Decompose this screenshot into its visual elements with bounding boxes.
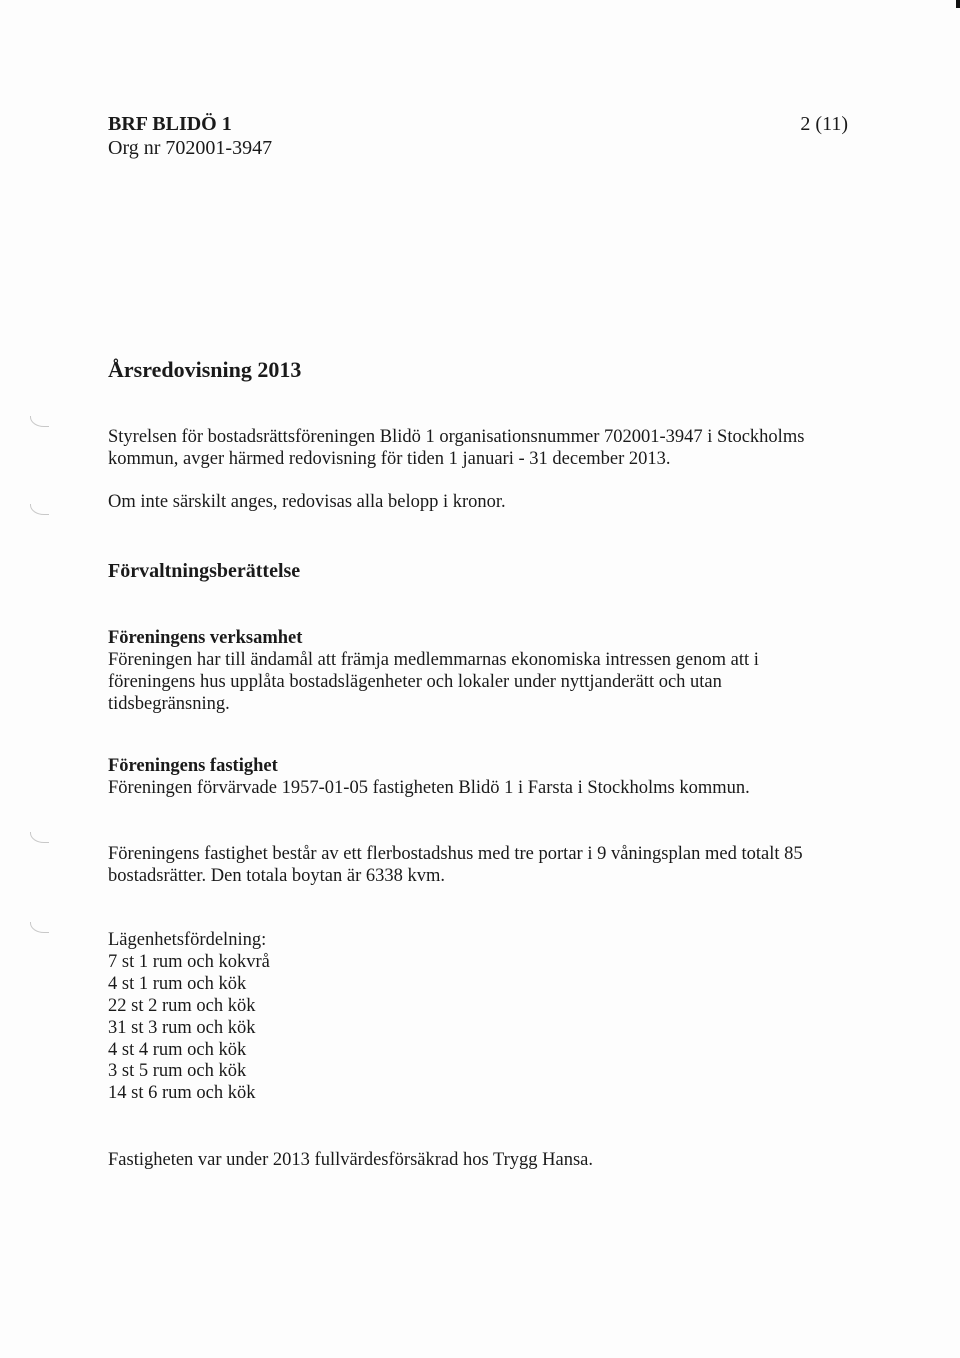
list-item: 4 st 1 rum och kök: [108, 973, 247, 994]
verksamhet-line: Föreningen har till ändamål att främja medlemmarnas ekonomiska intressen genom att i: [108, 650, 759, 670]
fastighet-line: bostadsrätter. Den totala boytan är 6338 kvm.: [108, 866, 446, 886]
binder-hole-mark: [30, 504, 49, 515]
verksamhet-line: föreningens hus upplåta bostadslägenheter och lokaler under nyttjanderätt och utan: [108, 672, 722, 692]
verksamhet-section: [108, 627, 848, 715]
apartment-distribution: [108, 930, 270, 1105]
organization-name: BRF BLIDÖ 1: [108, 113, 232, 135]
binder-hole-mark: [30, 416, 49, 427]
amounts-note: Om inte särskilt anges, redovisas alla belopp i kronor.: [108, 492, 506, 512]
fastighet-line: Föreningens fastighet består av ett flerbostadshus med tre portar i 9 våningsplan med totalt 85: [108, 844, 803, 864]
insurance-statement: Fastigheten var under 2013 fullvärdesförsäkrad hos Trygg Hansa.: [108, 1150, 594, 1170]
intro-line: kommun, avger härmed redovisning för tiden 1 januari - 31 december 2013.: [108, 449, 671, 469]
section-title: Förvaltningsberättelse: [108, 560, 301, 582]
page-number: 2 (11): [800, 113, 848, 135]
list-item: 3 st 5 rum och kök: [108, 1061, 247, 1082]
intro-paragraph: [108, 426, 848, 470]
verksamhet-heading: Föreningens verksamhet: [108, 628, 303, 648]
list-item: 7 st 1 rum och kokvrå: [108, 951, 270, 972]
fastighet-description: [108, 843, 848, 887]
fastighet-heading: Föreningens fastighet: [108, 756, 278, 776]
verksamhet-line: tidsbegränsning.: [108, 694, 230, 714]
document-title: Årsredovisning 2013: [108, 357, 302, 382]
scan-corner-mark: [956, 0, 960, 8]
list-item: 22 st 2 rum och kök: [108, 995, 256, 1016]
binder-hole-mark: [30, 922, 49, 933]
fastighet-line: Föreningen förvärvade 1957-01-05 fastigheten Blidö 1 i Farsta i Stockholms kommun.: [108, 778, 750, 798]
header-organization: [108, 112, 272, 160]
binder-hole-mark: [30, 832, 49, 843]
distribution-heading: Lägenhetsfördelning:: [108, 930, 267, 950]
list-item: 14 st 6 rum och kök: [108, 1083, 256, 1104]
fastighet-section: [108, 755, 848, 799]
organization-number: Org nr 702001-3947: [108, 137, 273, 159]
intro-line: Styrelsen för bostadsrättsföreningen Blidö 1 organisationsnummer 702001-3947 i Stockholms: [108, 427, 805, 447]
list-item: 4 st 4 rum och kök: [108, 1039, 247, 1060]
list-item: 31 st 3 rum och kök: [108, 1017, 256, 1038]
